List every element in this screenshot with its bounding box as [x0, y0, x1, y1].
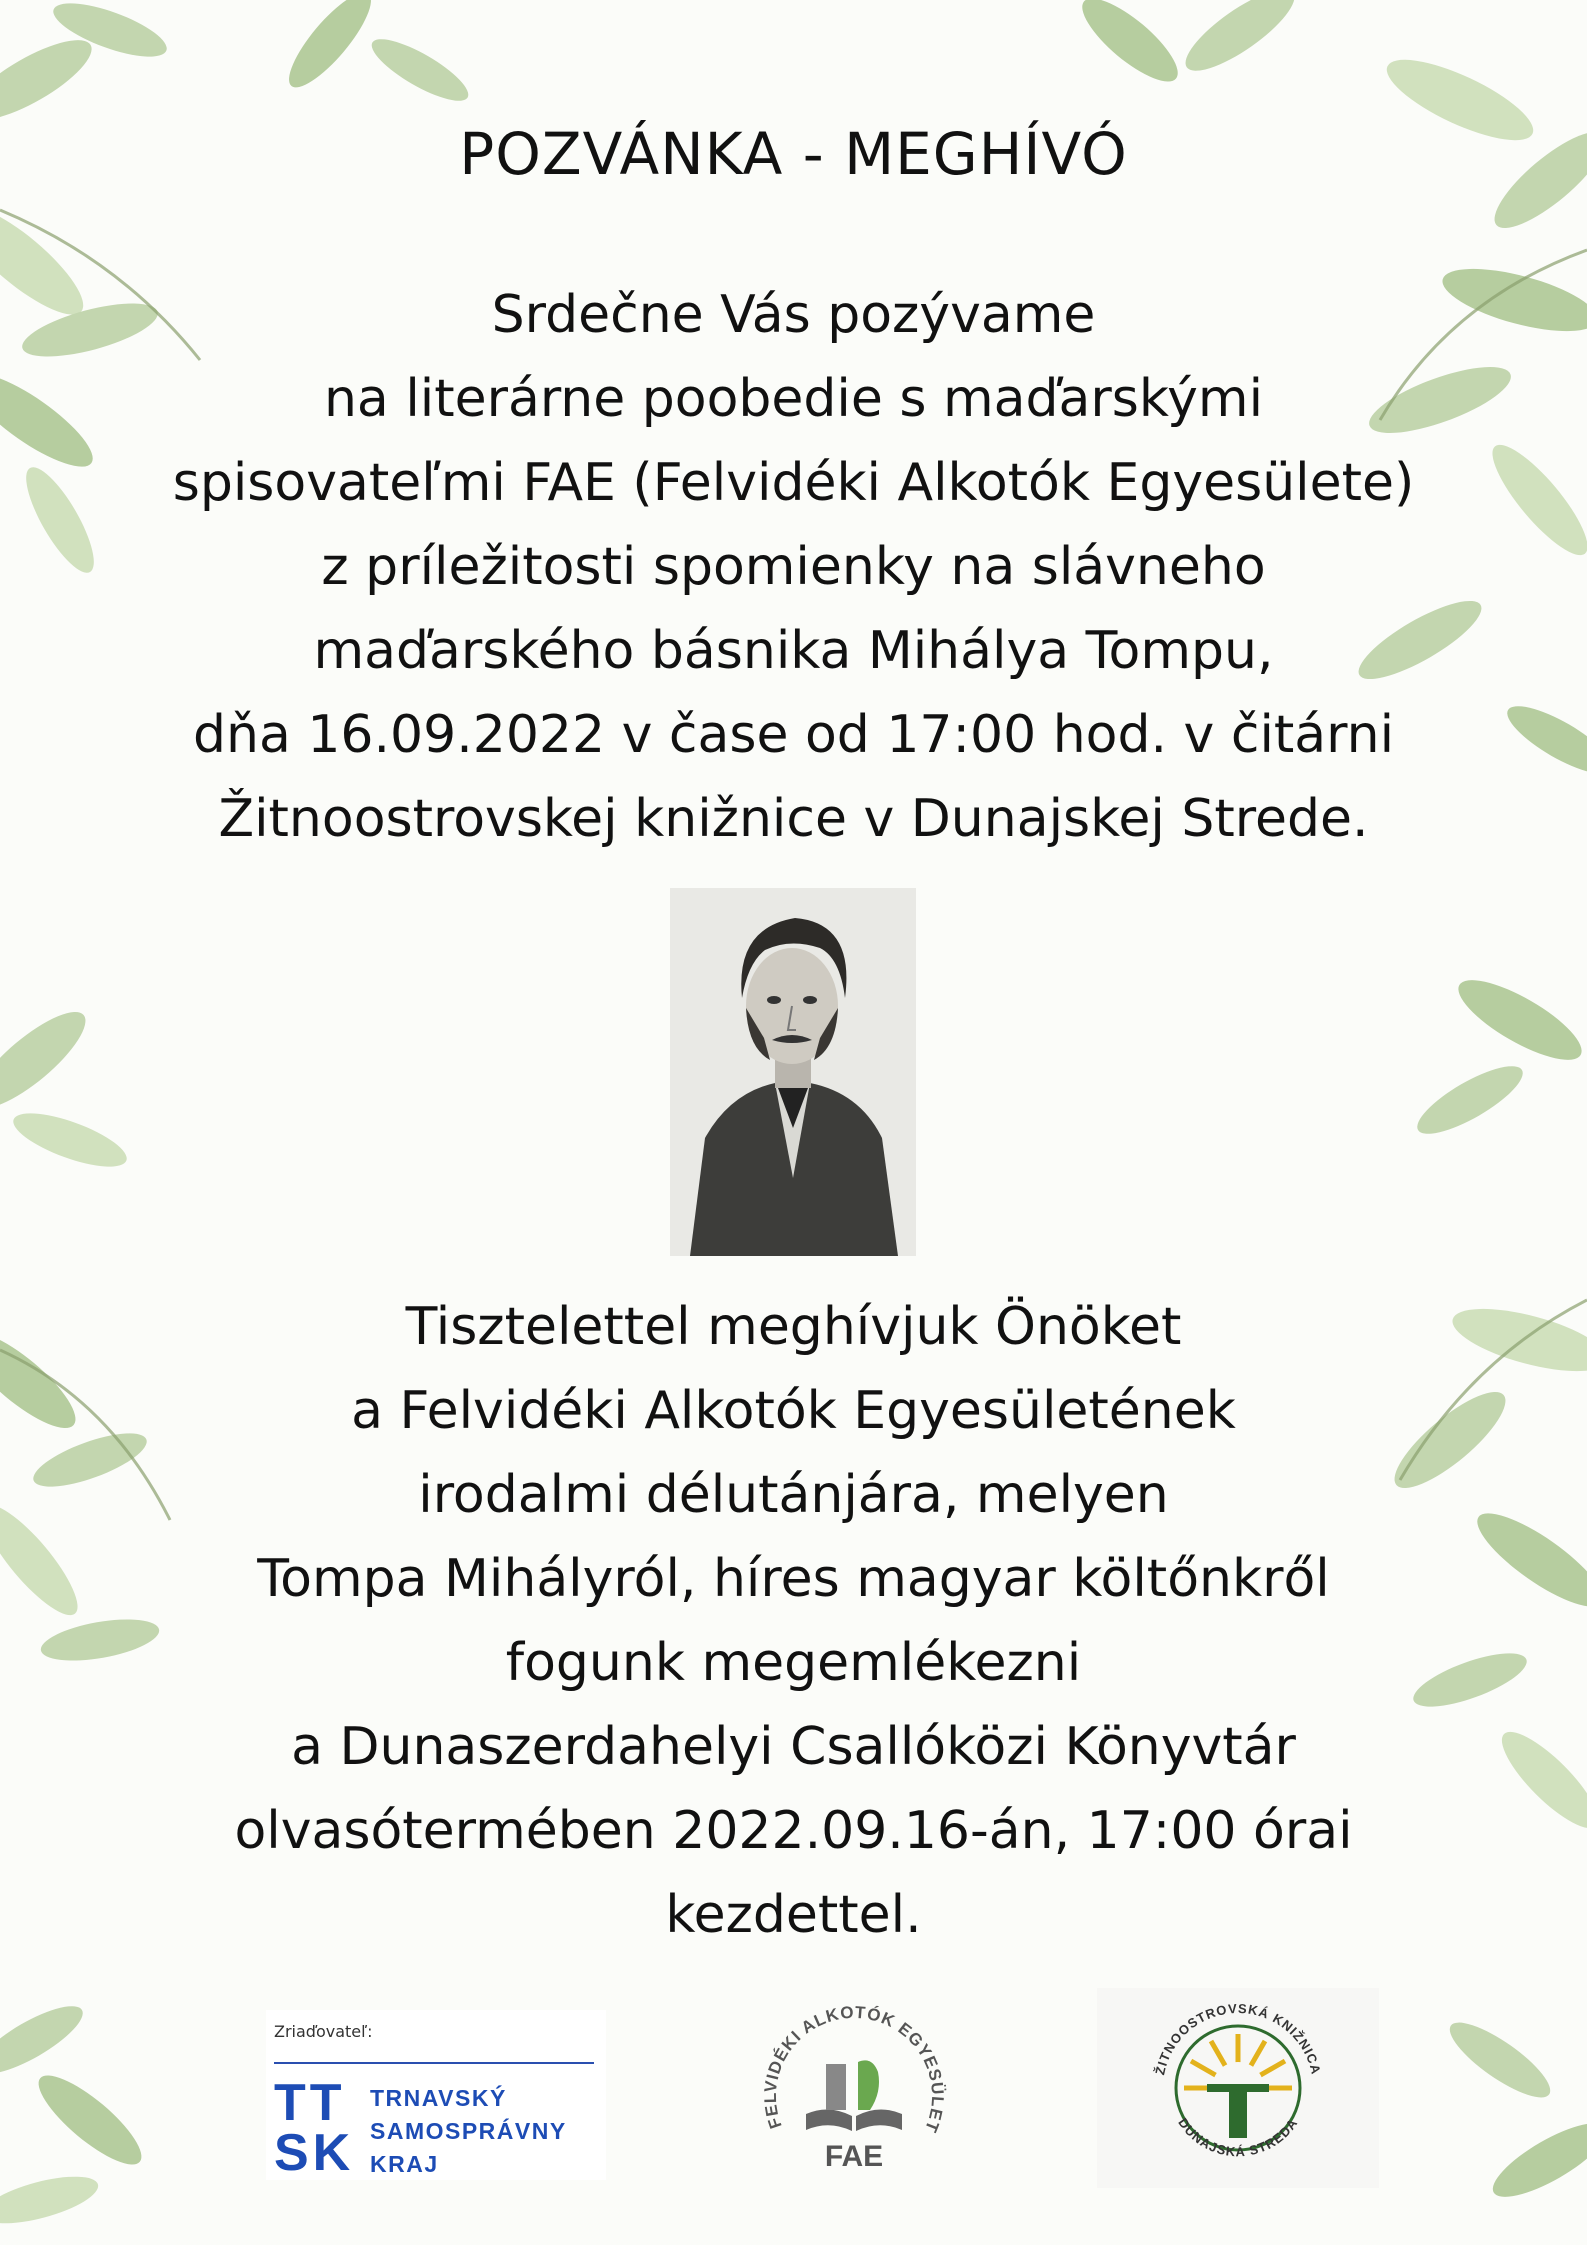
text-line: dňa 16.09.2022 v čase od 17:00 hod. v čitárni	[192, 705, 1395, 765]
slovak-invitation-text	[0, 273, 1587, 861]
text-line: kezdettel.	[665, 1885, 922, 1945]
text-line: a Felvidéki Alkotók Egyesületének	[351, 1381, 1236, 1441]
hungarian-invitation-text	[0, 1285, 1587, 1957]
text-line: na literárne poobedie s maďarskými	[323, 369, 1264, 429]
ttsk-name: TRNAVSKÝ SAMOSPRÁVNY KRAJ	[370, 2085, 567, 2177]
library-logo	[1097, 1988, 1379, 2188]
library-ring-top: ŽITNOOSTROVSKÁ KNIŽNICA	[1152, 2000, 1324, 2077]
ttsk-mark: TT SK	[274, 2074, 355, 2182]
text-line: Tompa Mihályról, híres magyar költőnkről	[257, 1549, 1330, 1609]
page-title: POZVÁNKA - MEGHÍVÓ	[459, 120, 1128, 188]
fae-abbr: FAE	[824, 2140, 884, 2173]
svg-text:FELVIDÉKI ALKOTÓK EGYESÜLETE	[754, 1996, 947, 2136]
fae-logo	[754, 1996, 954, 2196]
text-line: a Dunaszerdahelyi Csallóközi Könyvtár	[291, 1717, 1296, 1777]
text-line: irodalmi délutánjára, melyen	[418, 1465, 1169, 1525]
fae-ring-text: FELVIDÉKI ALKOTÓK EGYESÜLET	[760, 2002, 948, 2136]
text-line: Tisztelettel meghívjuk Önöket	[405, 1297, 1182, 1357]
library-ring-bottom: DUNAJSKÁ STREDA	[1175, 2115, 1301, 2160]
text-line: z príležitosti spomienky na slávneho	[321, 537, 1266, 597]
text-line: olvasótermében 2022.09.16-án, 17:00 órai	[234, 1801, 1353, 1861]
divider	[274, 2062, 594, 2064]
text-line: fogunk megemlékezni	[505, 1633, 1082, 1693]
text-line: Srdečne Vás pozývame	[491, 285, 1096, 345]
poet-portrait	[670, 888, 916, 1256]
ttsk-logo	[266, 2010, 606, 2180]
text-line: Žitnoostrovskej knižnice v Dunajskej Strede.	[218, 789, 1369, 849]
text-line: maďarského básnika Mihálya Tompu,	[313, 621, 1274, 681]
text-line: spisovateľmi FAE (Felvidéki Alkotók Egyesülete)	[172, 453, 1415, 513]
founder-caption: Zriaďovateľ:	[274, 2022, 373, 2041]
